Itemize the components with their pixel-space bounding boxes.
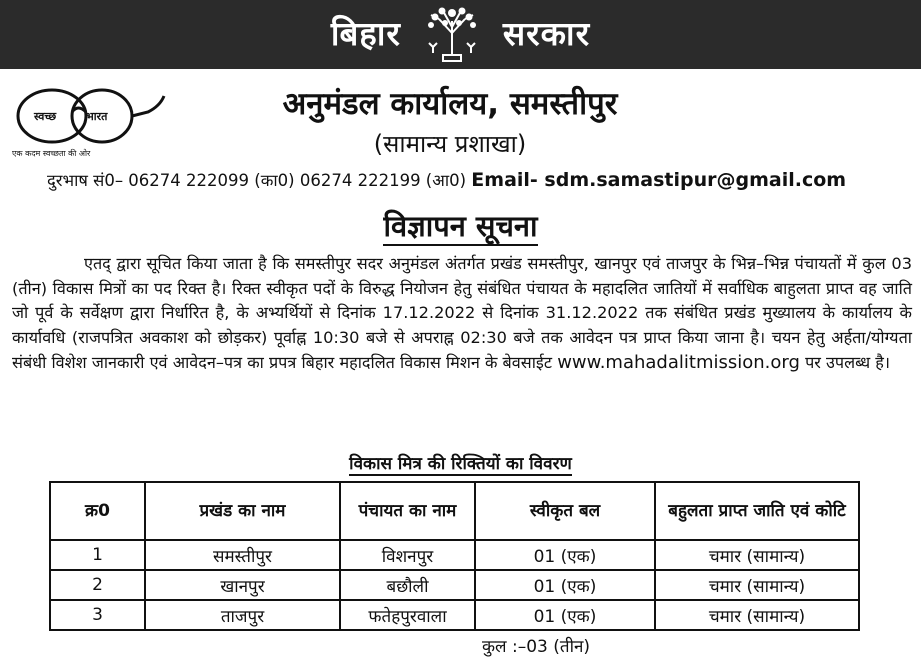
- office-section: (सामान्य प्रशाखा): [373, 130, 527, 158]
- header-left-word: बिहार: [330, 14, 401, 53]
- cell-block: ताजपुर: [145, 600, 340, 630]
- header-panchayat-name: पंचायत का नाम: [340, 482, 475, 540]
- header-serial: क्र0: [50, 482, 145, 540]
- header-rule: [0, 65, 921, 69]
- logo-tagline: एक कदम स्वच्छता की ओर: [12, 149, 91, 158]
- contact-line: [47, 168, 846, 191]
- website-link: www.mahadalitmission.org: [557, 351, 800, 373]
- swachh-bharat-spectacles-logo-icon: [8, 76, 166, 162]
- table-row: [50, 540, 859, 570]
- vacancy-table-title: [0, 451, 921, 474]
- cell-strength: 01 (एक): [475, 570, 655, 600]
- cell-caste: चमार (सामान्य): [655, 570, 859, 600]
- vacancy-table-title-text: विकास मित्र की रिक्तियों का विवरण: [349, 454, 572, 474]
- notice-body-end: पर उपलब्ध है।: [805, 352, 890, 372]
- table-header-row: [50, 482, 859, 540]
- cell-serial: 1: [50, 540, 145, 570]
- office-title: अनुमंडल कार्यालय, समस्तीपुर: [282, 86, 618, 122]
- cell-strength: 01 (एक): [475, 540, 655, 570]
- cell-serial: 3: [50, 600, 145, 630]
- header-caste-category: बहुलता प्राप्त जाति एवं कोटि: [655, 482, 859, 540]
- header-right-word: सरकार: [502, 14, 591, 53]
- notice-heading: [0, 206, 921, 245]
- header-block-name: प्रखंड का नाम: [145, 482, 340, 540]
- cell-panchayat: फतेहपुरवाला: [340, 600, 475, 630]
- vacancy-total: कुल :–03 (तीन): [482, 637, 591, 657]
- cell-panchayat: विशनपुर: [340, 540, 475, 570]
- header-sanctioned-strength: स्वीकृत बल: [475, 482, 655, 540]
- bihar-bodhi-tree-emblem-icon: [417, 3, 487, 63]
- phone-numbers: दुरभाष सं0– 06274 222099 (का0) 06274 222199 (आ0): [47, 171, 467, 190]
- logo-text-left: स्वच्छ: [34, 110, 57, 123]
- email-address: Email- sdm.samastipur@gmail.com: [471, 169, 847, 191]
- table-row: [50, 600, 859, 630]
- cell-serial: 2: [50, 570, 145, 600]
- logo-text-right: भारत: [86, 110, 108, 123]
- cell-block: समस्तीपुर: [145, 540, 340, 570]
- cell-strength: 01 (एक): [475, 600, 655, 630]
- cell-caste: चमार (सामान्य): [655, 600, 859, 630]
- notice-body: [12, 252, 912, 376]
- notice-heading-text: विज्ञापन सूचना: [383, 209, 537, 246]
- vacancy-table: [49, 481, 860, 631]
- table-row: [50, 570, 859, 600]
- cell-block: खानपुर: [145, 570, 340, 600]
- cell-panchayat: बछौली: [340, 570, 475, 600]
- header-banner: [0, 0, 921, 65]
- notice-body-main: एतद् द्वारा सूचित किया जाता है कि समस्तीपुर सदर अनुमंडल अंतर्गत प्रखंड समस्तीपुर, खानपुर एवं ताजपुर के भिन्न–भिन्न पंचायतों में कुल 03 (तीन) विकास मित्रों का पद रिक्त है। रिक्त स्वीकृत पदों के विरुद्ध नियोजन हेतु संबंधित पंचायत के महादलित जातियों में सर्वाधिक बाहुलता प्राप्त वह जाति जो पूर्व के सर्वेक्षण द्वारा निर्धारित है, के अभ्यर्थियों से दिनांक 17.12.2022 से दिनांक 31.12.2022 तक संबंधित प्रखंड मुख्यालय के कार्यालय के कार्यावधि (राजपत्रित अवकाश को छोड़कर) पूर्वाह्न 10:30 बजे से अपराह्न 02:30 बजे तक आवेदन पत्र प्राप्त किया जाना है। चयन हेतु अर्हता/योग्यता संबंधी विशेश जानकारी एवं आवेदन–पत्र का प्रपत्र बिहार महादलित विकास मिशन के बेवसाईट: [12, 254, 912, 372]
- cell-caste: चमार (सामान्य): [655, 540, 859, 570]
